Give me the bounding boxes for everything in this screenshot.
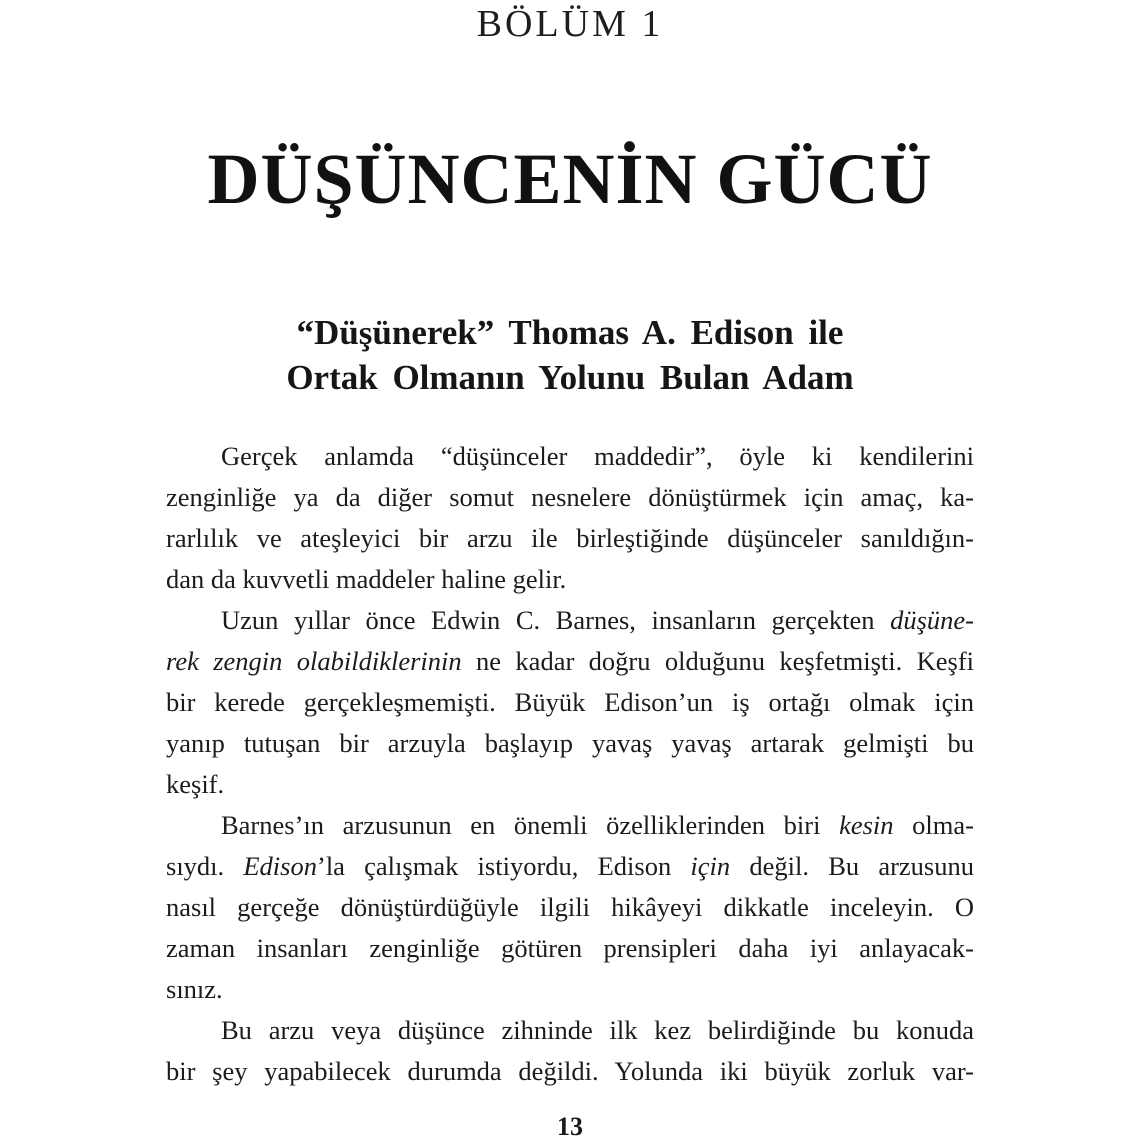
text-run: ’la çalışmak istiyordu, Edison: [317, 851, 691, 881]
text-line: [166, 846, 974, 887]
text-line: rarlılık ve ateşleyici bir arzu ile birleştiğinde düşünceler sanıldığın-: [166, 523, 974, 553]
chapter-title: DÜŞÜNCENİN GÜCÜ: [207, 139, 933, 219]
text-line: nasıl gerçeğe dönüştürdüğüyle ilgili hikâyeyi dikkatle inceleyin. O: [166, 892, 974, 922]
section-heading-line-1: “Düşünerek” Thomas A. Edison ile: [296, 313, 844, 352]
paragraph-1: [166, 436, 974, 600]
italic-run: için: [690, 851, 731, 881]
text-line: zaman insanları zenginliğe götüren prensipleri daha iyi anlayacak-: [166, 933, 974, 963]
text-run: ne kadar doğru olduğunu keşfetmişti. Keşfi: [461, 646, 975, 676]
paragraph-2: [166, 600, 974, 805]
italic-run: Edison: [243, 851, 317, 881]
text-line: [166, 641, 974, 682]
text-line: Bu arzu veya düşünce zihninde ilk kez belirdiğinde bu konuda: [221, 1015, 974, 1045]
italic-run: düşüne-: [890, 605, 974, 635]
paragraph-3: [166, 805, 974, 1010]
text-line: dan da kuvvetli maddeler haline gelir.: [166, 564, 567, 594]
text-line: keşif.: [166, 769, 225, 799]
paragraph-4: [166, 1010, 974, 1092]
section-heading-line-2: Ortak Olmanın Yolunu Bulan Adam: [286, 358, 854, 397]
chapter-label: BÖLÜM 1: [476, 3, 664, 45]
text-line: bir kerede gerçekleşmemişti. Büyük Edison’un iş ortağı olmak için: [166, 687, 974, 717]
body-text: [166, 436, 974, 1092]
text-line: [166, 600, 974, 641]
italic-run: rek zengin olabildiklerinin: [166, 646, 462, 676]
text-run: sıydı.: [166, 851, 244, 881]
text-line: bir şey yapabilecek durumda değildi. Yolunda iki büyük zorluk var-: [166, 1056, 974, 1086]
text-line: yanıp tutuşan bir arzuyla başlayıp yavaş yavaş artarak gelmişti bu: [166, 728, 974, 758]
page-number: 13: [557, 1112, 583, 1141]
text-run: değil. Bu arzusunu: [730, 851, 974, 881]
text-run: olma-: [893, 810, 974, 840]
text-line: [166, 805, 974, 846]
text-run: Barnes’ın arzusunun en önemli özelliklerinden biri: [221, 810, 840, 840]
text-line: zenginliğe ya da diğer somut nesnelere dönüştürmek için amaç, ka-: [166, 482, 974, 512]
section-heading: [0, 310, 1140, 400]
text-line: Gerçek anlamda “düşünceler maddedir”, öyle ki kendilerini: [221, 441, 974, 471]
text-run: Uzun yıllar önce Edwin C. Barnes, insanların gerçekten: [221, 605, 891, 635]
italic-run: kesin: [839, 810, 894, 840]
text-line: sınız.: [166, 974, 223, 1004]
